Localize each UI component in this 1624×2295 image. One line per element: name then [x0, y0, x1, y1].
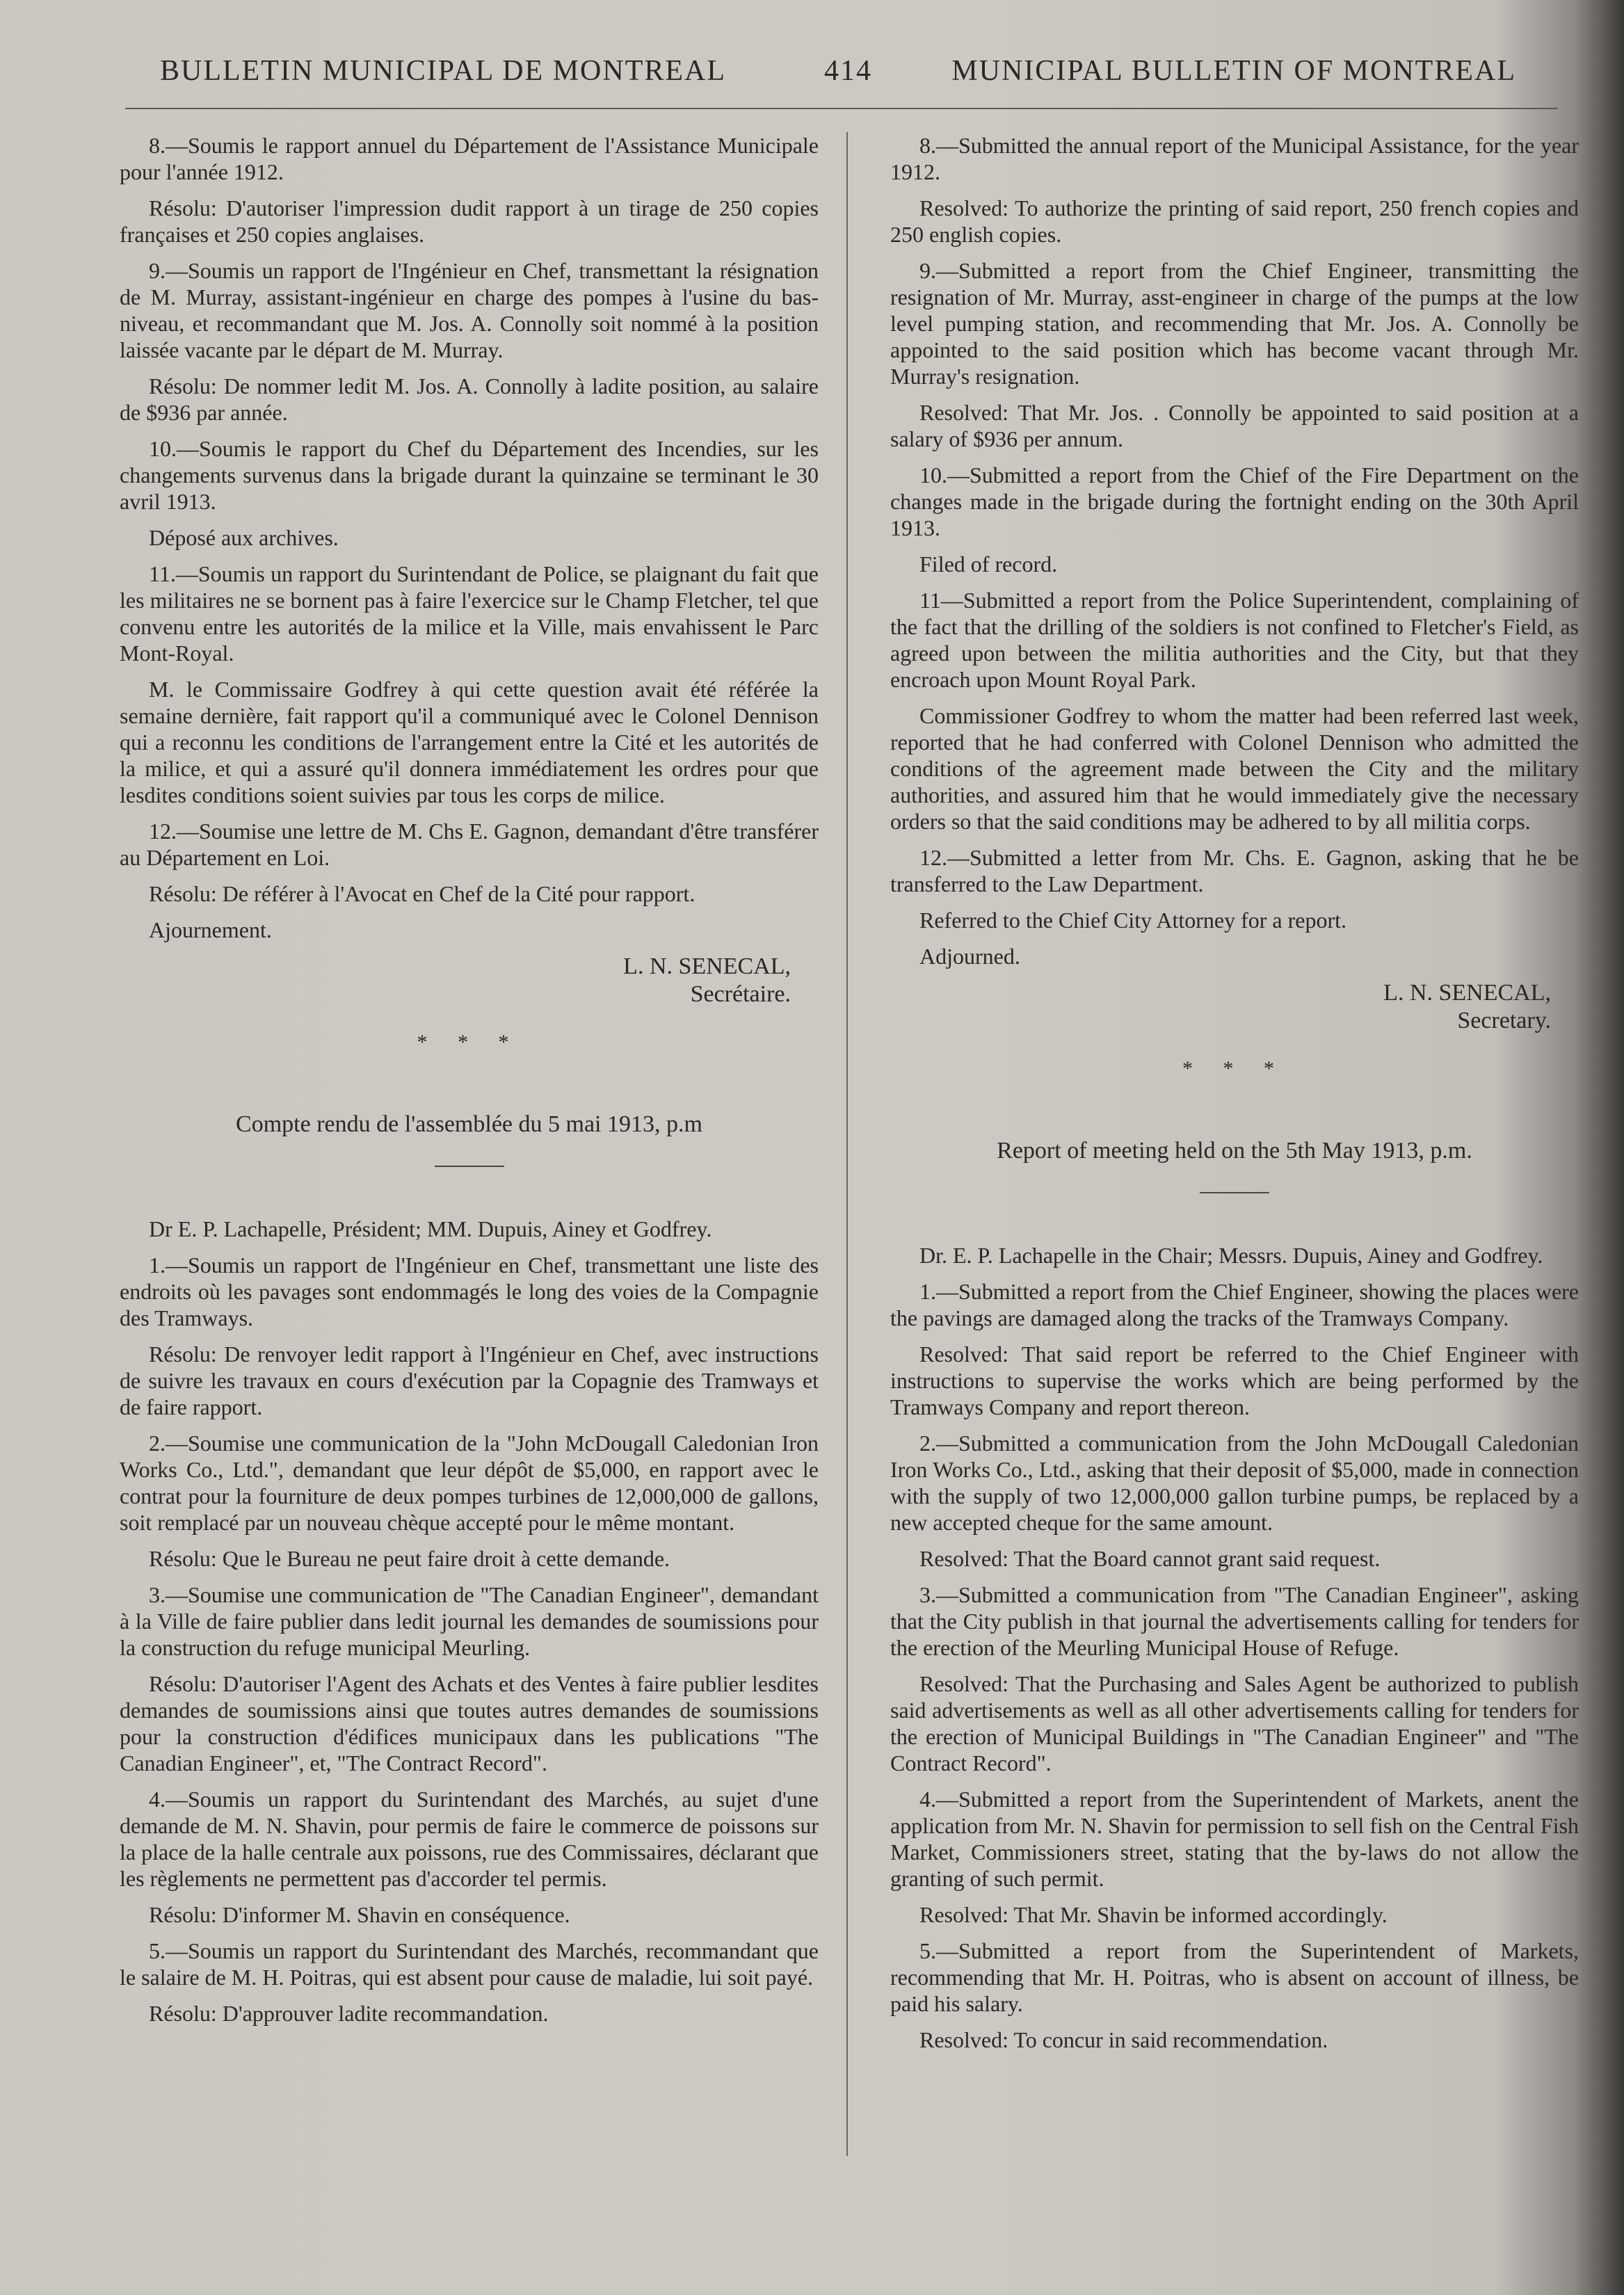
- section-separator: * * *: [1182, 1057, 1287, 1080]
- paragraph: Résolu: D'approuver ladite recommandation.: [149, 2001, 549, 2026]
- short-rule: [1200, 1192, 1269, 1193]
- signature-name: L. N. SENECAL,: [1383, 980, 1551, 1006]
- running-header: [160, 54, 1516, 96]
- paragraph: 8.—Submitted the annual report of the Municipal Assistance, for the year 1912.: [890, 133, 1579, 184]
- paragraph: Resolved: To authorize the printing of said report, 250 french copies and 250 english copies.: [890, 195, 1579, 247]
- meeting-title: Compte rendu de l'assemblée du 5 mai 1913, p.m: [236, 1111, 702, 1137]
- paragraph: 12.—Soumise une lettre de M. Chs E. Gagnon, demandant d'être transférer au Département en Loi.: [120, 819, 819, 870]
- paragraph: 2.—Soumise une communication de la "John McDougall Caledonian Iron Works Co., Ltd.", demandant que leur dépôt de $5,000, en rapport avec le contrat pour la fourniture de deux pompes turbines de 12,000,000 de gallons, soit remplacé par un nouveau chèque accepté pour le même montant.: [120, 1431, 819, 1535]
- paragraph: Résolu: De renvoyer ledit rapport à l'Ingénieur en Chef, avec instructions de suivre les travaux en cours d'exécution par la Copagnie des Tramways et de faire rapport.: [120, 1342, 819, 1419]
- paragraph: Dr. E. P. Lachapelle in the Chair; Messrs. Dupuis, Ainey and Godfrey.: [919, 1243, 1543, 1268]
- short-rule: [435, 1166, 504, 1167]
- paragraph: 4.—Submitted a report from the Superintendent of Markets, anent the application from Mr. N. Shavin for permission to sell fish on the Central Fish Market, Commissioners street, stating that the by-laws do not allow the granting of such permit.: [890, 1787, 1579, 1891]
- meeting-title: Report of meeting held on the 5th May 1913, p.m.: [997, 1138, 1472, 1163]
- paragraph: Résolu: De référer à l'Avocat en Chef de la Cité pour rapport.: [149, 881, 696, 906]
- paragraph: Commissioner Godfrey to whom the matter had been referred last week, reported that he had conferred with Colonel Dennison who admitted the conditions of the agreement made between the City and the military authorities, and assured him that he would immediately give the necessary orders so that the said conditions may be adhered to by all militia corps.: [890, 703, 1579, 834]
- paragraph: 5.—Soumis un rapport du Surintendant des Marchés, recommandant que le salaire de M. H. Poitras, qui est absent pour cause de maladie, lui soit payé.: [120, 1938, 819, 1990]
- paragraph: 2.—Submitted a communication from the John McDougall Caledonian Iron Works Co., Ltd., asking that their deposit of $5,000, made in connection with the supply of two 12,000,000 gallon turbine pumps, be replaced by a new accepted cheque for the same amount.: [890, 1431, 1579, 1535]
- paragraph: Resolved: To concur in said recommendation.: [919, 2027, 1328, 2052]
- header-rule: [125, 108, 1558, 109]
- paragraph: Déposé aux archives.: [149, 525, 339, 550]
- paragraph: 10.—Soumis le rapport du Chef du Département des Incendies, sur les changements survenus dans la brigade durant la quinzaine se terminant le 30 avril 1913.: [120, 436, 819, 514]
- paragraph: 4.—Soumis un rapport du Surintendant des Marchés, au sujet d'une demande de M. N. Shavin, pour permis de faire le commerce de poissons sur la place de la halle centrale aux poissons, rue des Commissaires, déclarant que les règlements ne permettent pas d'accorder tel permis.: [120, 1787, 819, 1891]
- signature-block: [890, 979, 1551, 1035]
- header-french-title: BULLETIN MUNICIPAL DE MONTREAL: [160, 55, 727, 87]
- paragraph: Resolved: That the Purchasing and Sales Agent be authorized to publish said advertisements as well as all other advertisements calling for tenders for the erection of Municipal Buildings in "The Canadian Engineer" and "The Contract Record".: [890, 1671, 1579, 1775]
- paragraph: 11.—Soumis un rapport du Surintendant de Police, se plaignant du fait que les militaires ne se bornent pas à faire l'exercice sur le Champ Fletcher, tel que convenu entre les autorités de la milice et la Ville, mais envahissent le Parc Mont-Royal.: [120, 561, 819, 666]
- english-column: [890, 132, 1579, 2063]
- header-english-title: MUNICIPAL BULLETIN OF MONTREAL: [951, 55, 1516, 87]
- paragraph: Filed of record.: [919, 551, 1058, 577]
- paragraph: Résolu: D'informer M. Shavin en conséquence.: [149, 1902, 570, 1927]
- paragraph: 1.—Submitted a report from the Chief Engineer, showing the places were the pavings are damaged along the tracks of the Tramways Company.: [890, 1279, 1579, 1330]
- paragraph: Résolu: De nommer ledit M. Jos. A. Connolly à ladite position, au salaire de $936 par année.: [120, 373, 819, 425]
- paragraph: Referred to the Chief City Attorney for a report.: [919, 908, 1347, 933]
- paragraph: 9.—Submitted a report from the Chief Engineer, transmitting the resignation of Mr. Murray, asst-engineer in charge of the pumps at the low level pumping station, and recommending that Mr. Jos. A. Connolly be appointed to the said position which has become vacant through Mr. Murray's resignation.: [890, 258, 1579, 389]
- adjournment: Adjourned.: [919, 944, 1020, 969]
- paragraph: Dr E. P. Lachapelle, Président; MM. Dupuis, Ainey et Godfrey.: [149, 1216, 712, 1241]
- paragraph: 11—Submitted a report from the Police Superintendent, complaining of the fact that the drilling of the soldiers is not confined to Fletcher's Field, as agreed upon between the militia authorities and the City, but that they encroach upon Mount Royal Park.: [890, 588, 1579, 692]
- paragraph: 3.—Submitted a communication from "The Canadian Engineer", asking that the City publish in that journal the advertisements calling for tenders for the erection of the Meurling Municipal House of Refuge.: [890, 1582, 1579, 1660]
- paragraph: M. le Commissaire Godfrey à qui cette question avait été référée la semaine dernière, fait rapport qu'il a communiqué avec le Colonel Dennison qui a reconnu les conditions de l'arrangement entre la Cité et les autorités de la milice, et qui a assuré qu'il donnera immédiatement les ordres pour que lesdites conditions soient suivies par tous les corps de milice.: [120, 677, 819, 807]
- page-number: 414: [824, 55, 872, 87]
- french-column: [120, 132, 819, 2036]
- paragraph: 9.—Soumis un rapport de l'Ingénieur en Chef, transmettant la résignation de M. Murray, assistant-ingénieur en charge des pompes à l'usine du bas-niveau, et recommandant que M. Jos. A. Connolly soit nommé à la position laissée vacante par le départ de M. Murray.: [120, 258, 819, 362]
- paragraph: Resolved: That said report be referred to the Chief Engineer with instructions to supervise the works which are being performed by the Tramways Company and report thereon.: [890, 1342, 1579, 1419]
- paragraph: 8.—Soumis le rapport annuel du Département de l'Assistance Municipale pour l'année 1912.: [120, 133, 819, 184]
- signature-role: Secrétaire.: [690, 981, 791, 1007]
- paragraph: Resolved: That Mr. Jos. . Connolly be appointed to said position at a salary of $936 per annum.: [890, 400, 1579, 451]
- paragraph: 5.—Submitted a report from the Superintendent of Markets, recommending that Mr. H. Poitras, who is absent on account of illness, be paid his salary.: [890, 1938, 1579, 2016]
- paragraph: Resolved: That Mr. Shavin be informed accordingly.: [919, 1902, 1388, 1927]
- column-divider: [846, 132, 848, 2156]
- paragraph: 10.—Submitted a report from the Chief of the Fire Department on the changes made in the brigade during the fortnight ending on the 30th April 1913.: [890, 462, 1579, 540]
- signature-role: Secretary.: [1457, 1008, 1551, 1033]
- paragraph: Résolu: Que le Bureau ne peut faire droit à cette demande.: [149, 1546, 670, 1571]
- paragraph: Résolu: D'autoriser l'impression dudit rapport à un tirage de 250 copies françaises et 250 copies anglaises.: [120, 195, 819, 247]
- paragraph: Résolu: D'autoriser l'Agent des Achats et des Ventes à faire publier lesdites demandes de soumissions ainsi que toutes autres demandes de soumissions pour la construction d'édifices municipaux dans les publications "The Canadian Engineer", et, "The Contract Record".: [120, 1671, 819, 1775]
- signature-block: [120, 953, 791, 1008]
- signature-name: L. N. SENECAL,: [623, 953, 791, 979]
- paragraph: 1.—Soumis un rapport de l'Ingénieur en Chef, transmettant une liste des endroits où les pavages sont endommagés le long des voies de la Compagnie des Tramways.: [120, 1253, 819, 1330]
- section-separator: * * *: [417, 1031, 522, 1054]
- paragraph: 12.—Submitted a letter from Mr. Chs. E. Gagnon, asking that he be transferred to the Law Department.: [890, 845, 1579, 896]
- paragraph: Resolved: That the Board cannot grant said request.: [919, 1546, 1381, 1571]
- adjournment: Ajournement.: [149, 917, 272, 942]
- paragraph: 3.—Soumise une communication de "The Canadian Engineer", demandant à la Ville de faire publier dans ledit journal les demandes de soumissions pour la construction du refuge municipal Meurling.: [120, 1582, 819, 1660]
